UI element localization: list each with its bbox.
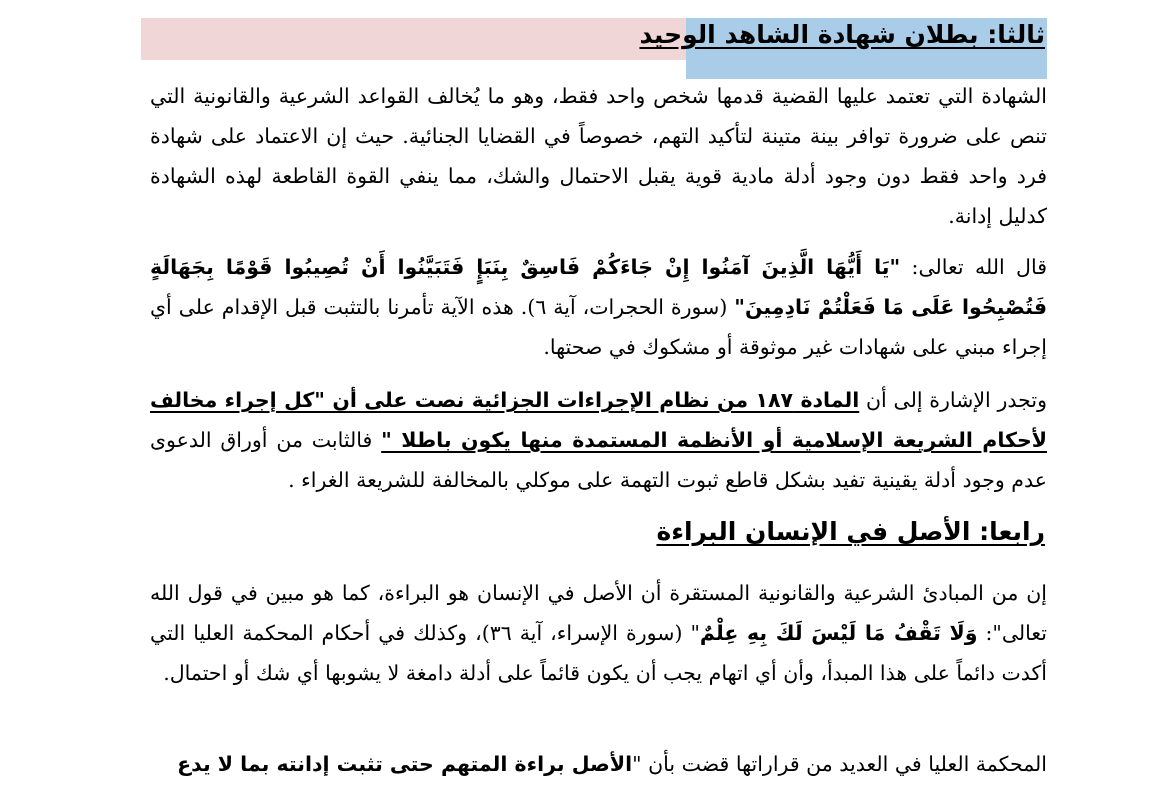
quran-verse: "يَا أَيُّهَا الَّذِينَ آمَنُوا إِنْ جَاءَكُمْ فَاسِقٌ بِنَبَإٍ فَتَبَيَّنُوا أَنْ تُصِيبُوا قَوْمًا بِجَهَالَةٍ فَتُصْبِحُوا عَلَى مَا فَعَلْتُمْ نَادِمِينَ" (150, 255, 1048, 319)
article-quote: المادة ١٨٧ من نظام الإجراءات الجزائية نصت على أن "كل إجراء مخالف لأحكام الشريعة الإسلامية أو الأنظمة المستمدة منها يكون باطلا " (150, 388, 1047, 452)
paragraph-intro: وتجدر الإشارة إلى أن (859, 388, 1047, 412)
paragraph-text: " (سورة الإسراء، آية ٣٦)، وكذلك في أحكام المحكمة العليا التي أكدت دائماً على هذا المبدأ، وأن أي اتهام يجب أن يكون قائماً على أدلة دامغة لا يشوبها أي شك أو احتمال. (150, 621, 1047, 685)
quran-verse: وَلَا تَقْفُ مَا لَيْسَ لَكَ بِهِ عِلْمٌ (699, 621, 978, 645)
paragraph-article-187 (150, 380, 1047, 500)
section-heading-3: ثالثا: بطلان شهادة الشاهد الوحيد (639, 20, 1045, 49)
paragraph-text: (سورة الحجرات، آية ٦). هذه الآية تأمرنا بالتثبت قبل الإقدام على أي إجراء مبني على شهادات غير موثوقة أو مشكوك في صحتها. (150, 295, 1047, 359)
paragraph-supreme-court (150, 744, 1047, 784)
section-heading-4: رابعا: الأصل في الإنسان البراءة (656, 517, 1045, 546)
paragraph-text: فالثابت من أوراق الدعوى عدم وجود أدلة يقينية تفيد بشكل قاطع ثبوت التهمة على موكلي بالمخالفة للشريعة الغراء . (150, 428, 1047, 492)
paragraph-intro: المحكمة العليا في العديد من قراراتها قضت بأن " (632, 752, 1047, 776)
paragraph-presumption-innocence (150, 573, 1047, 693)
paragraph-intro: قال الله تعالى: (900, 255, 1047, 279)
paragraph-quran-verse (150, 247, 1047, 367)
court-quote: الأصل براءة المتهم حتى تثبت إدانته بما لا يدع (177, 752, 633, 776)
paragraph-intro: إن من المبادئ الشرعية والقانونية المستقرة أن الأصل في الإنسان هو البراءة، كما هو مبين في قول الله تعالى": (150, 581, 1048, 645)
paragraph-single-witness: الشهادة التي تعتمد عليها القضية قدمها شخص واحد فقط، وهو ما يُخالف القواعد الشرعية والقانونية التي تنص على ضرورة توافر بينة متينة لتأكيد التهم، خصوصاً في القضايا الجنائية. حيث إن الاعتماد على شهادة فرد واحد فقط دون وجود أدلة مادية قوية يقبل الاحتمال والشك، مما ينفي القوة القاطعة لهذه الشهادة كدليل إدانة. (150, 84, 1047, 228)
